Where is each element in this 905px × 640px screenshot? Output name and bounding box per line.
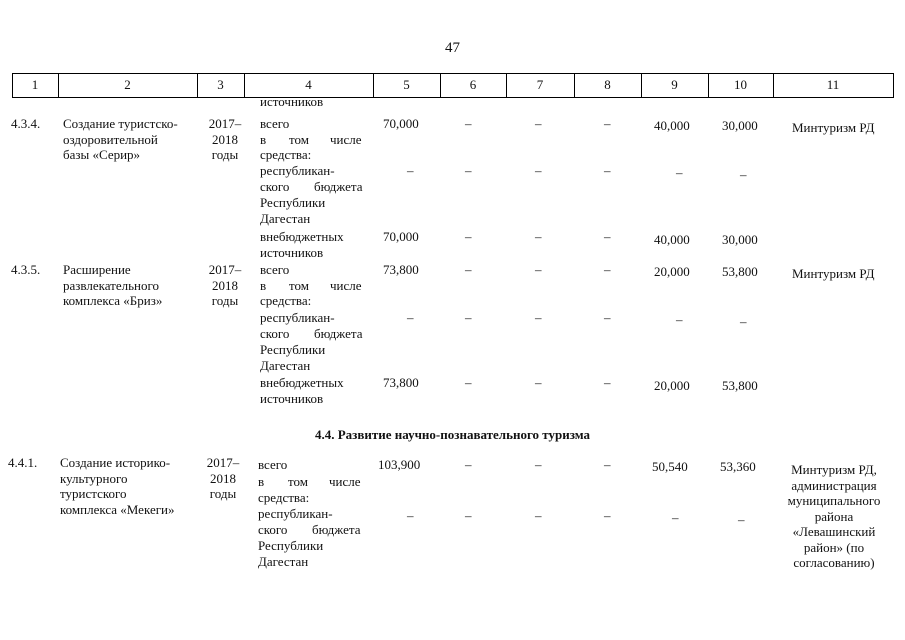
source-incl-word: в — [258, 474, 265, 489]
source-republic-word: ского — [260, 326, 290, 341]
dash: – — [535, 375, 542, 390]
row-number: 4.4.1. — [8, 455, 38, 470]
source-republic-line: республикан- — [260, 310, 335, 325]
source-incl-word: числе — [329, 474, 361, 489]
dash: – — [604, 508, 611, 523]
dash: – — [604, 375, 611, 390]
dash: – — [604, 310, 611, 325]
years-line: 2018 — [212, 131, 238, 147]
years-line: 2017– — [208, 262, 242, 277]
value-col9: 40,000 — [654, 118, 690, 133]
source-means-label: средства: — [260, 293, 312, 308]
project-name-line: развлекательного — [63, 277, 160, 293]
dash: – — [535, 310, 542, 325]
col-header-6: 6 — [469, 77, 477, 92]
source-republic-line: Республики — [258, 538, 324, 553]
dash: – — [672, 510, 679, 525]
executor-line: района — [814, 508, 854, 524]
dash: – — [465, 508, 472, 523]
value-total: 73,800 — [383, 262, 419, 277]
value-extrabudget: 70,000 — [383, 229, 419, 244]
continued-source-label: источников — [260, 94, 324, 109]
dash: – — [535, 457, 542, 472]
source-incl-word: числе — [330, 131, 362, 147]
dash: – — [740, 167, 747, 182]
dash: – — [676, 165, 683, 180]
source-extrabudget-line: внебюджетных — [260, 375, 344, 390]
value-col10: 53,360 — [720, 459, 756, 474]
source-means-label: средства: — [258, 490, 310, 505]
col-header-9: 9 — [671, 77, 678, 92]
source-republic-word: бюджета — [314, 326, 363, 341]
project-name-line: комплекса «Мекеги» — [60, 501, 175, 517]
project-name-line: комплекса «Бриз» — [63, 293, 163, 308]
dash: – — [407, 310, 414, 325]
value-extrabudget-col9: 40,000 — [654, 232, 690, 247]
dash: – — [407, 163, 414, 178]
dash: – — [465, 163, 472, 178]
source-means-label: средства: — [260, 147, 312, 162]
project-name-line: Создание историко- — [60, 455, 171, 470]
col-header-5: 5 — [403, 77, 410, 92]
source-incl-word: том — [289, 131, 309, 147]
years-line: 2018 — [212, 277, 238, 293]
source-republic-line: Республики — [260, 342, 326, 357]
dash: – — [604, 457, 611, 472]
executor: Минтуризм РД — [792, 120, 875, 135]
col-header-4: 4 — [305, 77, 312, 92]
executor-line: район» (по — [803, 539, 865, 555]
project-name-line: Расширение — [63, 262, 131, 277]
dash: – — [740, 314, 747, 329]
dash: – — [535, 262, 542, 277]
table-header — [12, 73, 894, 97]
source-incl-word: числе — [330, 277, 362, 293]
source-incl-word: в — [260, 131, 267, 147]
years-line: 2018 — [210, 470, 236, 486]
dash: – — [535, 229, 542, 244]
value-extrabudget-col10: 30,000 — [722, 232, 758, 247]
source-republic-word: ского — [258, 522, 288, 537]
value-extrabudget-col10: 53,800 — [722, 378, 758, 393]
source-republic-line: Республики — [260, 195, 326, 210]
dash: – — [604, 229, 611, 244]
source-total-label: всего — [258, 457, 288, 472]
value-col9: 50,540 — [652, 459, 688, 474]
value-total: 103,900 — [378, 457, 421, 472]
executor-line: Минтуризм РД, — [791, 462, 877, 477]
dash: – — [407, 508, 414, 523]
dash: – — [465, 310, 472, 325]
dash: – — [604, 163, 611, 178]
col-header-1: 1 — [31, 77, 39, 92]
project-name-line: культурного — [60, 470, 128, 486]
col-header-2: 2 — [124, 77, 131, 92]
section-heading: 4.4. Развитие научно-познавательного туризма — [314, 427, 591, 442]
header-bottom-border — [12, 97, 894, 98]
years-line: годы — [209, 486, 237, 501]
source-extrabudget-line: источников — [260, 245, 324, 260]
executor: Минтуризм РД — [792, 266, 875, 281]
col-header-7: 7 — [536, 77, 544, 92]
source-republic-line: республикан- — [260, 163, 335, 178]
executor-line: «Левашинский — [792, 524, 876, 539]
source-republic-line: Дагестан — [260, 211, 311, 226]
dash: – — [535, 116, 542, 131]
source-extrabudget-line: источников — [260, 391, 324, 406]
source-extrabudget-line: внебюджетных — [260, 229, 344, 244]
dash: – — [465, 375, 472, 390]
value-total: 70,000 — [383, 116, 419, 131]
source-republic-word: бюджета — [314, 179, 363, 194]
project-name-line: оздоровительной — [63, 131, 158, 147]
col-header-10: 10 — [734, 77, 747, 92]
value-col10: 30,000 — [722, 118, 758, 133]
source-incl-word: том — [289, 277, 309, 293]
source-total-label: всего — [260, 262, 290, 277]
dash: – — [535, 508, 542, 523]
header-top-border — [12, 73, 894, 74]
col-header-11: 11 — [826, 77, 840, 92]
page-number: 47 — [445, 40, 460, 56]
dash: – — [738, 512, 745, 527]
source-total-label: всего — [260, 116, 290, 131]
col-header-3: 3 — [217, 77, 224, 92]
years-line: 2017– — [208, 116, 242, 131]
source-incl-word: том — [288, 474, 308, 489]
col-header-8: 8 — [604, 77, 611, 92]
dash: – — [465, 229, 472, 244]
years-line: годы — [211, 147, 239, 162]
dash: – — [465, 457, 472, 472]
row-number: 4.3.4. — [11, 116, 41, 131]
project-name-line: Создание туристско- — [63, 116, 178, 131]
project-name-line: туристского — [60, 486, 127, 501]
source-republic-line: Дагестан — [260, 358, 311, 373]
source-republic-word: ского — [260, 179, 290, 194]
executor-line: администрация — [791, 477, 877, 493]
years-line: годы — [211, 293, 239, 308]
source-republic-line: Дагестан — [258, 554, 309, 569]
project-name-line: базы «Серир» — [63, 147, 141, 162]
years-line: 2017– — [206, 455, 240, 470]
value-col10: 53,800 — [722, 264, 758, 279]
value-extrabudget-col9: 20,000 — [654, 378, 690, 393]
value-extrabudget: 73,800 — [383, 375, 419, 390]
dash: – — [465, 116, 472, 131]
source-republic-word: бюджета — [312, 522, 361, 537]
row-number: 4.3.5. — [11, 262, 41, 277]
executor-line: муниципального — [787, 493, 881, 508]
dash: – — [465, 262, 472, 277]
dash: – — [535, 163, 542, 178]
dash: – — [604, 116, 611, 131]
dash: – — [604, 262, 611, 277]
executor-line: согласованию) — [793, 555, 875, 570]
source-republic-line: республикан- — [258, 506, 333, 521]
value-col9: 20,000 — [654, 264, 690, 279]
source-incl-word: в — [260, 277, 267, 293]
dash: – — [676, 312, 683, 327]
